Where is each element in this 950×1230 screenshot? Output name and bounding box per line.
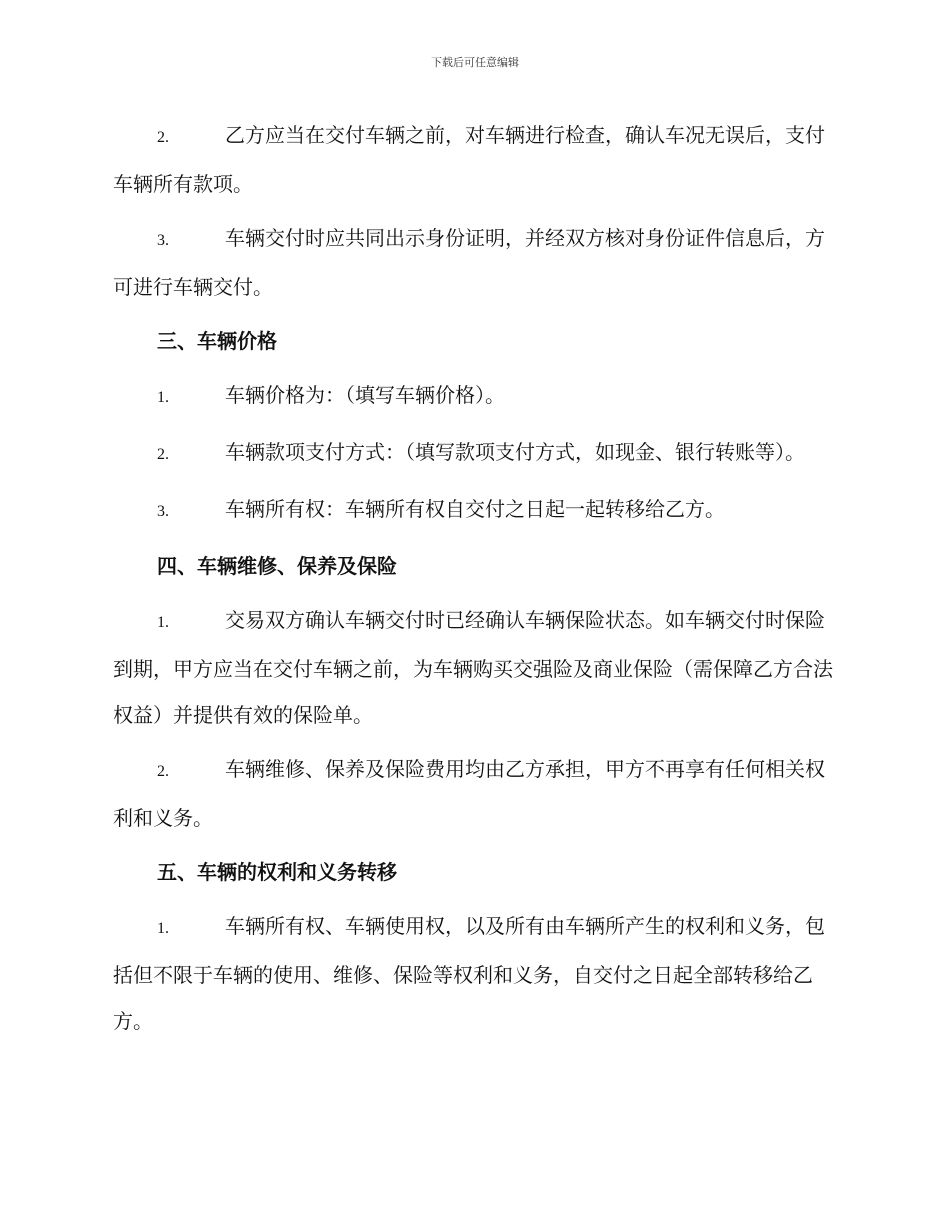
clause-2-1 <box>113 112 837 207</box>
clause-number: 1. <box>157 614 169 631</box>
section-heading-price: 三、车辆价格 <box>157 329 277 353</box>
document-body <box>113 112 837 1052</box>
clause-text: 乙方应当在交付车辆之前，对车辆进行检查，确认车况无误后，支付车辆所有款项。 <box>113 123 825 196</box>
clause-number: 3. <box>157 503 169 520</box>
clause-text: 车辆价格为：（填写车辆价格）。 <box>225 383 505 407</box>
section-heading-rights: 五、车辆的权利和义务转移 <box>157 860 397 884</box>
clause-text: 车辆所有权：车辆所有权自交付之日起一起转移给乙方。 <box>225 497 725 521</box>
clause-price-1 <box>113 372 837 421</box>
clause-maintenance-2 <box>113 746 837 841</box>
clause-price-3 <box>113 486 837 535</box>
clause-rights-1 <box>113 903 837 1044</box>
page-header-note: 下载后可任意编辑 <box>431 56 519 69</box>
clause-text: 车辆交付时应共同出示身份证明，并经双方核对身份证件信息后，方可进行车辆交付。 <box>113 226 825 299</box>
clause-number: 2. <box>157 129 169 146</box>
section-heading-maintenance: 四、车辆维修、保养及保险 <box>157 554 397 578</box>
clause-number: 1. <box>157 920 169 937</box>
clause-number: 3. <box>157 232 169 249</box>
clause-price-2 <box>113 429 837 478</box>
clause-number: 2. <box>157 446 169 463</box>
clause-text: 车辆款项支付方式：（填写款项支付方式，如现金、银行转账等）。 <box>225 440 805 464</box>
clause-maintenance-1 <box>113 597 837 738</box>
clause-text: 车辆维修、保养及保险费用均由乙方承担，甲方不再享有任何相关权利和义务。 <box>113 757 825 830</box>
clause-number: 2. <box>157 763 169 780</box>
clause-3-1 <box>113 215 837 310</box>
clause-text: 交易双方确认车辆交付时已经确认车辆保险状态。如车辆交付时保险到期，甲方应当在交付车辆之前，为车辆购买交强险及商业保险（需保障乙方合法权益）并提供有效的保险单。 <box>113 608 833 727</box>
clause-number: 1. <box>157 389 169 406</box>
clause-text: 车辆所有权、车辆使用权，以及所有由车辆所产生的权利和义务，包括但不限于车辆的使用、维修、保险等权利和义务，自交付之日起全部转移给乙方。 <box>113 914 825 1033</box>
